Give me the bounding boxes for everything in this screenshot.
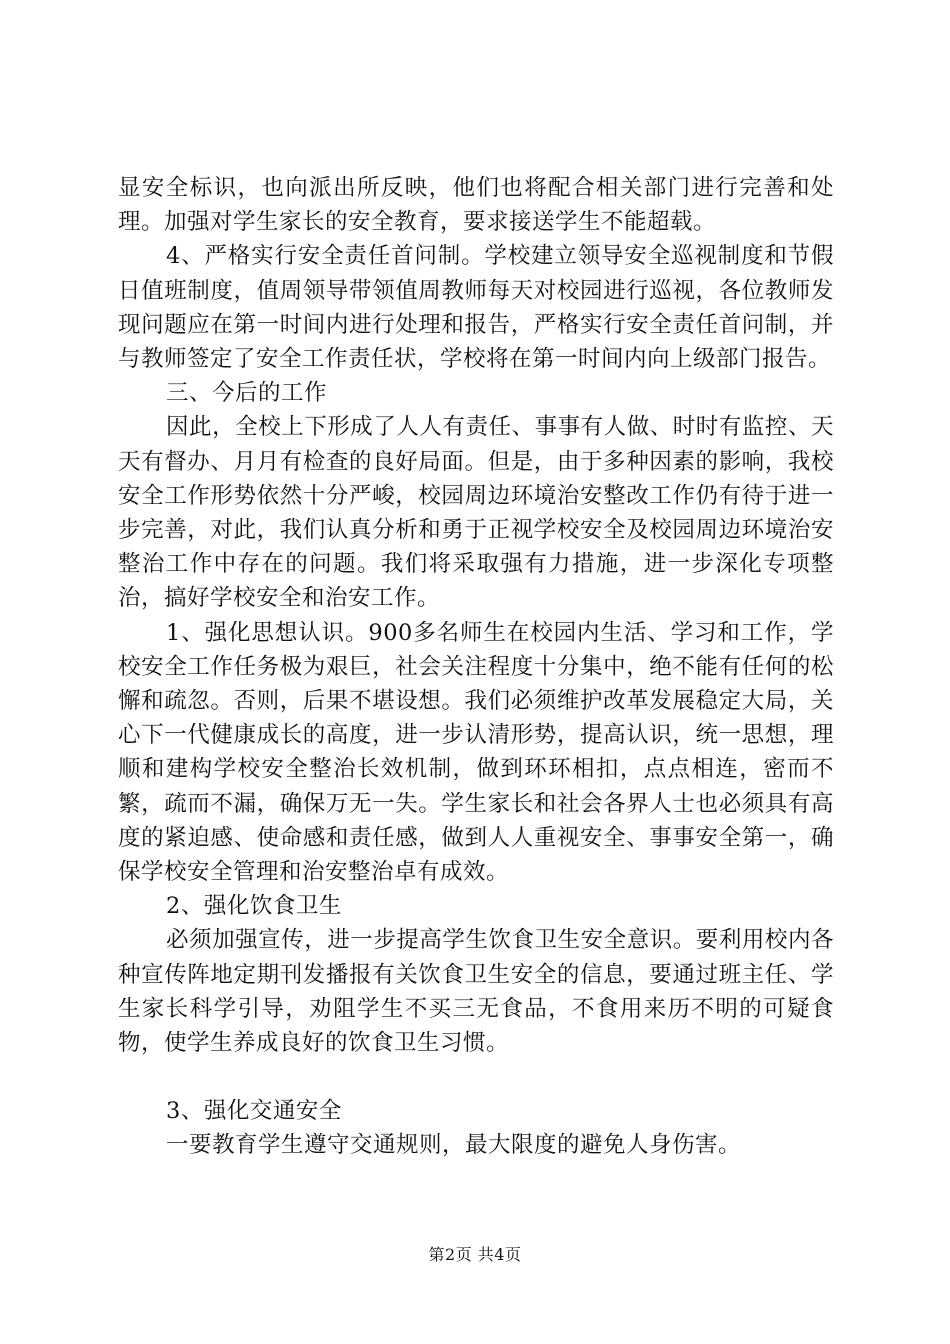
- paragraph-item-1: 1、强化思想认识。900多名师生在校园内生活、学习和工作，学校安全工作任务极为艰巨，社会关注程度十分集中，绝不能有任何的松懈和疏忽。否则，后果不堪设想。我们必须维护改革发展稳定大局，关心下一代健康成长的高度，进一步认清形势，提高认识，统一思想，理顺和建构学校安全整治长效机制，做到环环相扣，点点相连，密而不繁，疏而不漏，确保万无一失。学生家长和社会各界人士也必须具有高度的紧迫感、使命感和责任感，做到人人重视安全、事事安全第一，确保学校安全管理和治安整治卓有成效。: [118, 619, 834, 886]
- paragraph-intro: 因此，全校上下形成了人人有责任、事事有人做、时时有监控、天天有督办、月月有检查的良好局面。但是，由于多种因素的影响，我校安全工作形势依然十分严峻，校园周边环境治安整改工作仍有待于进一步完善，对此，我们认真分析和勇于正视学校安全及校园周边环境治安整治工作中存在的问题。我们将采取强有力措施，进一步深化专项整治，搞好学校安全和治安工作。: [118, 414, 834, 612]
- page-number-footer: 第2页 共4页: [428, 1245, 522, 1264]
- paragraph-item-3: 一要教育学生遵守交通规则，最大限度的避免人身伤害。: [166, 1132, 742, 1159]
- paragraph-item-4: 4、严格实行安全责任首问制。学校建立领导安全巡视制度和节假日值班制度，值周领导带领值周教师每天对校园进行巡视，各位教师发现问题应在第一时间内进行处理和报告，严格实行安全责任首问制，并与教师签定了安全工作责任状，学校将在第一时间内向上级部门报告。: [118, 243, 834, 373]
- section-heading: 三、今后的工作: [166, 380, 328, 407]
- subheading-item-2: 2、强化饮食卫生: [166, 893, 342, 920]
- document-body: [118, 171, 834, 1163]
- paragraph-continuation: 显安全标识，也向派出所反映，他们也将配合相关部门进行完善和处理。加强对学生家长的安全教育，要求接送学生不能超载。: [118, 175, 834, 236]
- subheading-item-3: 3、强化交通安全: [166, 1098, 342, 1125]
- paragraph-item-2: 必须加强宣传，进一步提高学生饮食卫生安全意识。要利用校内各种宣传阵地定期刊发播报有关饮食卫生安全的信息，要通过班主任、学生家长科学引导，劝阻学生不买三无食品，不食用来历不明的可疑食物，使学生养成良好的饮食卫生习惯。: [118, 927, 834, 1057]
